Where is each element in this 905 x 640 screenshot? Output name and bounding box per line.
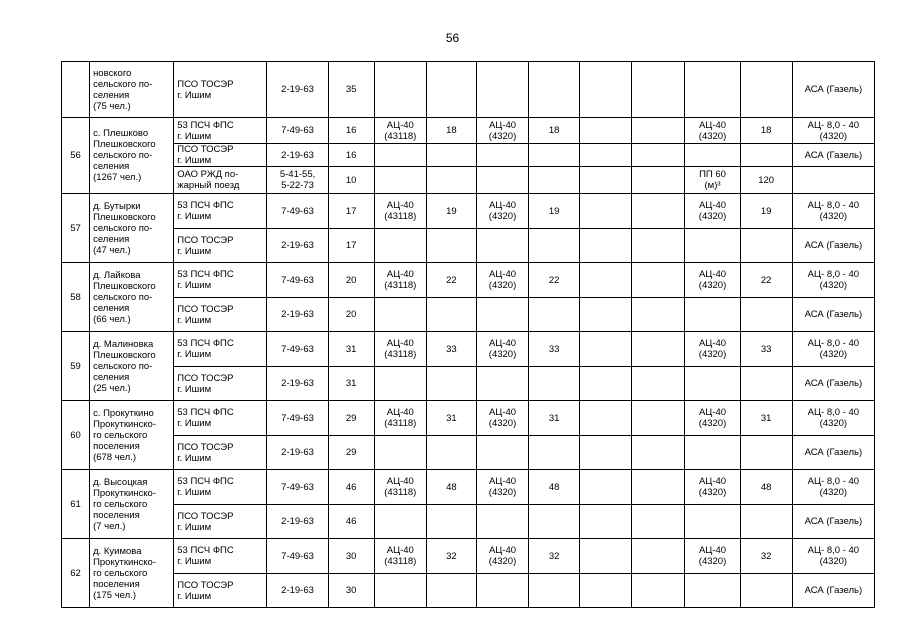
- equipment-cell: [476, 62, 528, 118]
- equipment-cell: [580, 229, 632, 263]
- note-cell: АСА (Газель): [792, 574, 874, 608]
- time-cell: 48: [529, 470, 580, 505]
- equipment-cell: [580, 263, 632, 298]
- equipment-cell: [580, 436, 632, 470]
- equipment-cell: ПП 60 (м)³: [685, 167, 740, 194]
- time-cell: [529, 367, 580, 401]
- equipment-cell: [685, 436, 740, 470]
- unit-cell: 53 ПСЧ ФПС г. Ишим: [174, 194, 267, 229]
- time-cell: [740, 298, 792, 332]
- time-cell: [529, 574, 580, 608]
- unit-cell: 53 ПСЧ ФПС г. Ишим: [174, 401, 267, 436]
- equipment-cell: [374, 167, 426, 194]
- unit-cell: ПСО ТОСЭР г. Ишим: [174, 367, 267, 401]
- note-cell: АСА (Газель): [792, 436, 874, 470]
- equipment-cell: АЦ-40 (4320): [685, 470, 740, 505]
- equipment-cell: [476, 574, 528, 608]
- time-cell: [632, 298, 685, 332]
- equipment-cell: [374, 62, 426, 118]
- time-cell: 32: [529, 539, 580, 574]
- table-row: [62, 539, 875, 574]
- note-cell: [792, 167, 874, 194]
- time-cell: 22: [740, 263, 792, 298]
- equipment-cell: [685, 505, 740, 539]
- table-row: [62, 229, 875, 263]
- equipment-cell: [580, 332, 632, 367]
- time-cell: 31: [328, 332, 374, 367]
- time-cell: 30: [328, 539, 374, 574]
- equipment-cell: [685, 144, 740, 167]
- row-number: [62, 62, 90, 118]
- time-cell: [426, 436, 476, 470]
- settlement-cell: с. Плешково Плешковского сельского по- селения (1267 чел.): [90, 118, 174, 194]
- note-cell: АЦ- 8,0 - 40 (4320): [792, 332, 874, 367]
- equipment-cell: [580, 167, 632, 194]
- note-cell: АСА (Газель): [792, 505, 874, 539]
- note-cell: АСА (Газель): [792, 229, 874, 263]
- phone-cell: 7-49-63: [267, 401, 328, 436]
- equipment-cell: [685, 574, 740, 608]
- row-number: 56: [62, 118, 90, 194]
- phone-cell: 2-19-63: [267, 144, 328, 167]
- time-cell: 10: [328, 167, 374, 194]
- equipment-cell: [580, 144, 632, 167]
- equipment-cell: [685, 367, 740, 401]
- time-cell: 48: [426, 470, 476, 505]
- unit-cell: ПСО ТОСЭР г. Ишим: [174, 298, 267, 332]
- equipment-cell: АЦ-40 (4320): [476, 539, 528, 574]
- phone-cell: 7-49-63: [267, 470, 328, 505]
- time-cell: [529, 167, 580, 194]
- row-number: 57: [62, 194, 90, 263]
- settlement-cell: д. Малиновка Плешковского сельского по- селения (25 чел.): [90, 332, 174, 401]
- time-cell: 31: [740, 401, 792, 436]
- equipment-cell: [580, 574, 632, 608]
- time-cell: [529, 229, 580, 263]
- time-cell: 30: [328, 574, 374, 608]
- phone-cell: 7-49-63: [267, 118, 328, 144]
- table-row: [62, 574, 875, 608]
- time-cell: [632, 401, 685, 436]
- time-cell: [426, 167, 476, 194]
- phone-cell: 7-49-63: [267, 332, 328, 367]
- table-row: [62, 505, 875, 539]
- equipment-cell: [580, 505, 632, 539]
- equipment-cell: [476, 229, 528, 263]
- equipment-cell: [685, 229, 740, 263]
- phone-cell: 2-19-63: [267, 436, 328, 470]
- time-cell: [426, 367, 476, 401]
- time-cell: [632, 167, 685, 194]
- time-cell: 16: [328, 118, 374, 144]
- table-body: [62, 62, 875, 608]
- time-cell: [632, 574, 685, 608]
- time-cell: 46: [328, 505, 374, 539]
- unit-cell: ПСО ТОСЭР г. Ишим: [174, 62, 267, 118]
- time-cell: 33: [529, 332, 580, 367]
- table-row: [62, 436, 875, 470]
- time-cell: [740, 62, 792, 118]
- time-cell: [529, 144, 580, 167]
- row-number: 62: [62, 539, 90, 608]
- time-cell: [632, 367, 685, 401]
- phone-cell: 2-19-63: [267, 367, 328, 401]
- time-cell: [632, 118, 685, 144]
- unit-cell: ПСО ТОСЭР г. Ишим: [174, 144, 267, 167]
- time-cell: 31: [328, 367, 374, 401]
- unit-cell: ПСО ТОСЭР г. Ишим: [174, 505, 267, 539]
- equipment-cell: АЦ-40 (4320): [685, 401, 740, 436]
- time-cell: 31: [426, 401, 476, 436]
- note-cell: АЦ- 8,0 - 40 (4320): [792, 118, 874, 144]
- unit-cell: 53 ПСЧ ФПС г. Ишим: [174, 118, 267, 144]
- equipment-cell: [374, 229, 426, 263]
- phone-cell: 7-49-63: [267, 194, 328, 229]
- row-number: 59: [62, 332, 90, 401]
- time-cell: [740, 505, 792, 539]
- time-cell: 33: [740, 332, 792, 367]
- note-cell: АСА (Газель): [792, 298, 874, 332]
- time-cell: 19: [529, 194, 580, 229]
- time-cell: 17: [328, 229, 374, 263]
- equipment-cell: АЦ-40 (43118): [374, 470, 426, 505]
- equipment-cell: АЦ-40 (43118): [374, 118, 426, 144]
- page-number: 56: [445, 31, 460, 45]
- unit-cell: ПСО ТОСЭР г. Ишим: [174, 436, 267, 470]
- time-cell: 31: [529, 401, 580, 436]
- equipment-cell: АЦ-40 (4320): [476, 470, 528, 505]
- equipment-cell: [374, 144, 426, 167]
- time-cell: [740, 574, 792, 608]
- table-row: [62, 118, 875, 144]
- time-cell: [632, 332, 685, 367]
- equipment-cell: [580, 118, 632, 144]
- time-cell: 29: [328, 436, 374, 470]
- phone-cell: 2-19-63: [267, 298, 328, 332]
- equipment-cell: [580, 194, 632, 229]
- equipment-cell: АЦ-40 (43118): [374, 263, 426, 298]
- settlement-cell: д. Лайкова Плешковского сельского по- селения (66 чел.): [90, 263, 174, 332]
- table-row: [62, 298, 875, 332]
- time-cell: 20: [328, 298, 374, 332]
- equipment-cell: АЦ-40 (4320): [476, 194, 528, 229]
- time-cell: [632, 263, 685, 298]
- equipment-cell: [580, 298, 632, 332]
- phone-cell: 2-19-63: [267, 574, 328, 608]
- equipment-cell: АЦ-40 (4320): [685, 118, 740, 144]
- time-cell: 18: [740, 118, 792, 144]
- equipment-cell: АЦ-40 (4320): [476, 332, 528, 367]
- time-cell: [632, 505, 685, 539]
- time-cell: [740, 367, 792, 401]
- row-number: 60: [62, 401, 90, 470]
- equipment-cell: [476, 167, 528, 194]
- time-cell: [632, 62, 685, 118]
- phone-cell: 2-19-63: [267, 229, 328, 263]
- equipment-cell: [476, 298, 528, 332]
- time-cell: 22: [529, 263, 580, 298]
- time-cell: 20: [328, 263, 374, 298]
- equipment-cell: [476, 144, 528, 167]
- equipment-cell: [476, 505, 528, 539]
- equipment-cell: [580, 401, 632, 436]
- time-cell: [740, 229, 792, 263]
- equipment-cell: [374, 574, 426, 608]
- time-cell: 22: [426, 263, 476, 298]
- time-cell: 48: [740, 470, 792, 505]
- unit-cell: 53 ПСЧ ФПС г. Ишим: [174, 263, 267, 298]
- time-cell: [632, 144, 685, 167]
- table-row: [62, 167, 875, 194]
- equipment-cell: [685, 298, 740, 332]
- equipment-cell: АЦ-40 (4320): [476, 263, 528, 298]
- table-row: [62, 470, 875, 505]
- row-number: 61: [62, 470, 90, 539]
- equipment-cell: [374, 436, 426, 470]
- time-cell: [632, 229, 685, 263]
- table-row: [62, 401, 875, 436]
- settlement-cell: с. Прокуткино Прокуткинско- го сельского поселения (678 чел.): [90, 401, 174, 470]
- equipment-cell: [685, 62, 740, 118]
- note-cell: АЦ- 8,0 - 40 (4320): [792, 539, 874, 574]
- time-cell: 32: [426, 539, 476, 574]
- note-cell: АЦ- 8,0 - 40 (4320): [792, 470, 874, 505]
- equipment-cell: [374, 367, 426, 401]
- equipment-cell: АЦ-40 (43118): [374, 194, 426, 229]
- settlement-cell: д. Куимова Прокуткинско- го сельского поселения (175 чел.): [90, 539, 174, 608]
- note-cell: АЦ- 8,0 - 40 (4320): [792, 194, 874, 229]
- equipment-cell: [580, 539, 632, 574]
- time-cell: 16: [328, 144, 374, 167]
- phone-cell: 7-49-63: [267, 263, 328, 298]
- time-cell: 17: [328, 194, 374, 229]
- fire-response-table: [61, 61, 875, 608]
- equipment-cell: [580, 367, 632, 401]
- unit-cell: 53 ПСЧ ФПС г. Ишим: [174, 332, 267, 367]
- equipment-cell: [374, 505, 426, 539]
- time-cell: [740, 436, 792, 470]
- row-number: 58: [62, 263, 90, 332]
- equipment-cell: [580, 470, 632, 505]
- equipment-cell: АЦ-40 (4320): [685, 332, 740, 367]
- settlement-cell: новского сельского по- селения (75 чел.): [90, 62, 174, 118]
- settlement-cell: д. Бутырки Плешковского сельского по- селения (47 чел.): [90, 194, 174, 263]
- phone-cell: 7-49-63: [267, 539, 328, 574]
- time-cell: [426, 574, 476, 608]
- table-row: [62, 144, 875, 167]
- time-cell: 33: [426, 332, 476, 367]
- equipment-cell: АЦ-40 (43118): [374, 332, 426, 367]
- time-cell: 35: [328, 62, 374, 118]
- phone-cell: 5-41-55, 5-22-73: [267, 167, 328, 194]
- table-row: [62, 263, 875, 298]
- time-cell: [426, 298, 476, 332]
- phone-cell: 2-19-63: [267, 62, 328, 118]
- time-cell: [529, 436, 580, 470]
- table-row: [62, 367, 875, 401]
- unit-cell: 53 ПСЧ ФПС г. Ишим: [174, 470, 267, 505]
- unit-cell: 53 ПСЧ ФПС г. Ишим: [174, 539, 267, 574]
- equipment-cell: АЦ-40 (43118): [374, 401, 426, 436]
- time-cell: 46: [328, 470, 374, 505]
- time-cell: [740, 144, 792, 167]
- time-cell: [529, 298, 580, 332]
- time-cell: 18: [426, 118, 476, 144]
- note-cell: АСА (Газель): [792, 144, 874, 167]
- time-cell: [426, 505, 476, 539]
- equipment-cell: [374, 298, 426, 332]
- equipment-cell: [580, 62, 632, 118]
- unit-cell: ОАО РЖД по- жарный поезд: [174, 167, 267, 194]
- equipment-cell: АЦ-40 (4320): [685, 194, 740, 229]
- equipment-cell: АЦ-40 (4320): [685, 263, 740, 298]
- time-cell: 19: [426, 194, 476, 229]
- equipment-cell: [476, 436, 528, 470]
- phone-cell: 2-19-63: [267, 505, 328, 539]
- equipment-cell: АЦ-40 (4320): [476, 401, 528, 436]
- equipment-cell: АЦ-40 (43118): [374, 539, 426, 574]
- note-cell: АСА (Газель): [792, 367, 874, 401]
- equipment-cell: [476, 367, 528, 401]
- time-cell: 120: [740, 167, 792, 194]
- table-row: [62, 194, 875, 229]
- time-cell: [632, 436, 685, 470]
- time-cell: [632, 194, 685, 229]
- time-cell: [426, 144, 476, 167]
- time-cell: [632, 470, 685, 505]
- unit-cell: ПСО ТОСЭР г. Ишим: [174, 229, 267, 263]
- unit-cell: ПСО ТОСЭР г. Ишим: [174, 574, 267, 608]
- equipment-cell: АЦ-40 (4320): [476, 118, 528, 144]
- time-cell: [426, 229, 476, 263]
- settlement-cell: д. Высоцкая Прокуткинско- го сельского поселения (7 чел.): [90, 470, 174, 539]
- time-cell: 29: [328, 401, 374, 436]
- table-row: [62, 332, 875, 367]
- time-cell: [426, 62, 476, 118]
- time-cell: 19: [740, 194, 792, 229]
- equipment-cell: АЦ-40 (4320): [685, 539, 740, 574]
- note-cell: АСА (Газель): [792, 62, 874, 118]
- time-cell: [632, 539, 685, 574]
- time-cell: [529, 62, 580, 118]
- time-cell: 32: [740, 539, 792, 574]
- time-cell: 18: [529, 118, 580, 144]
- note-cell: АЦ- 8,0 - 40 (4320): [792, 401, 874, 436]
- table-row: [62, 62, 875, 118]
- time-cell: [529, 505, 580, 539]
- note-cell: АЦ- 8,0 - 40 (4320): [792, 263, 874, 298]
